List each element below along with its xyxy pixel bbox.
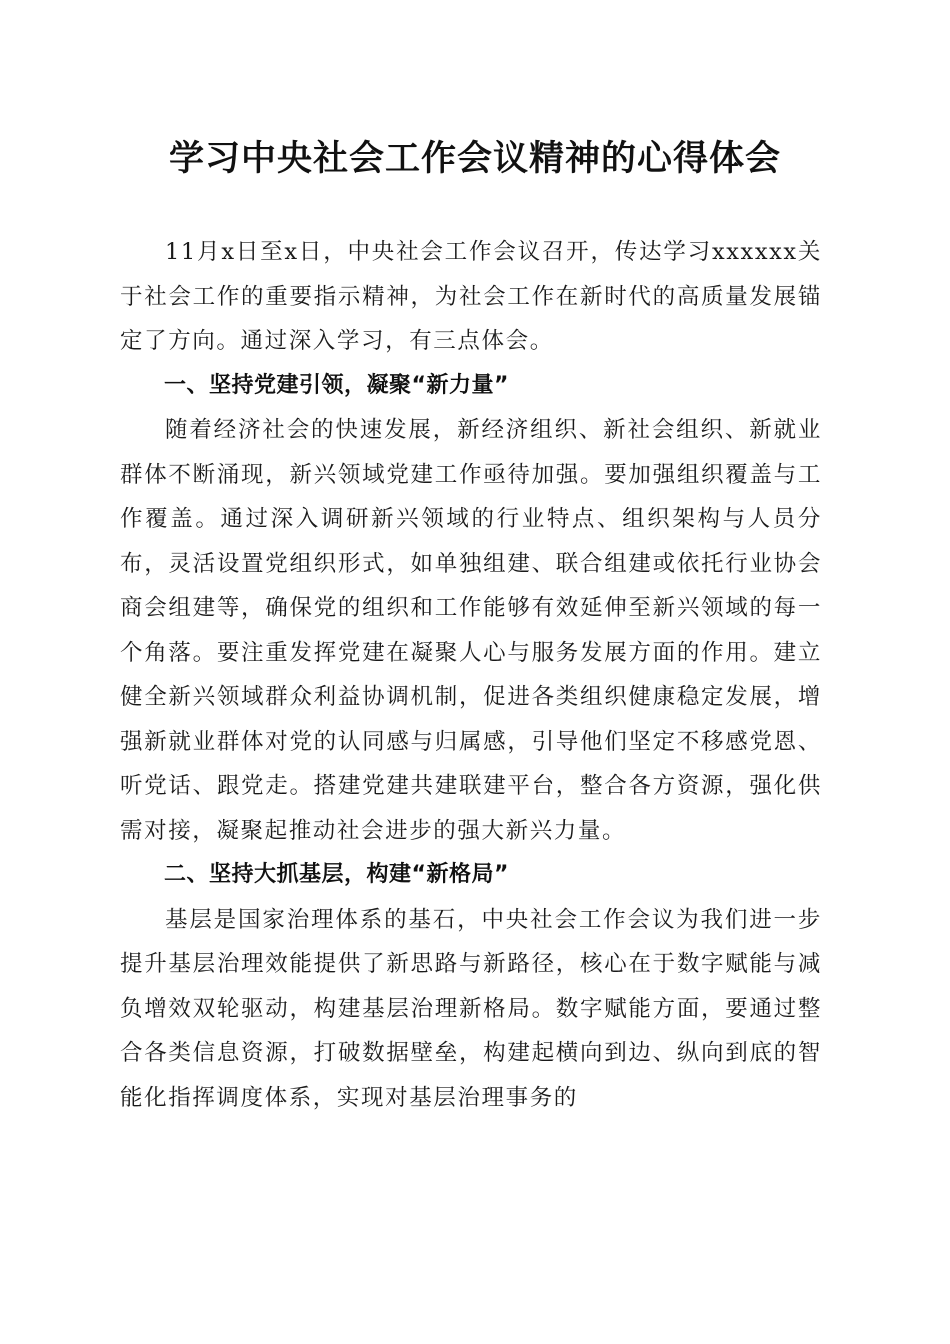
section-2-paragraph: 基层是国家治理体系的基石，中央社会工作会议为我们进一步提升基层治理效能提供了新思路与新路径，核心在于数字赋能与减负增效双轮驱动，构建基层治理新格局。数字赋能方面，要通过整合各类信息资源，打破数据壁垒，构建起横向到边、纵向到底的智能化指挥调度体系，实现对基层治理事务的 bbox=[120, 906, 822, 1111]
document-title: 学习中央社会工作会议精神的心得体会 bbox=[168, 138, 781, 179]
section-2-heading: 二、坚持大抓基层，构建“新格局” bbox=[164, 862, 509, 887]
section-1-paragraph: 随着经济社会的快速发展，新经济组织、新社会组织、新就业群体不断涌现，新兴领域党建工作亟待加强。要加强组织覆盖与工作覆盖。通过深入调研新兴领域的行业特点、组织架构与人员分布，灵活设置党组织形式，如单独组建、联合组建或依托行业协会商会组建等，确保党的组织和工作能够有效延伸至新兴领域的每一个角落。要注重发挥党建在凝聚人心与服务发展方面的作用。建立健全新兴领域群众利益协调机制，促进各类组织健康稳定发展，增强新就业群体对党的认同感与归属感，引导他们坚定不移感党恩、听党话、跟党走。搭建党建共建联建平台，整合各方资源，强化供需对接，凝聚起推动社会进步的强大新兴力量。 bbox=[120, 417, 822, 844]
intro-paragraph: 11月x日至x日，中央社会工作会议召开，传达学习xxxxxx关于社会工作的重要指示精神，为社会工作在新时代的高质量发展锚定了方向。通过深入学习，有三点体会。 bbox=[120, 239, 822, 354]
section-1-heading: 一、坚持党建引领，凝聚“新力量” bbox=[164, 372, 509, 398]
document-body bbox=[120, 230, 822, 1120]
